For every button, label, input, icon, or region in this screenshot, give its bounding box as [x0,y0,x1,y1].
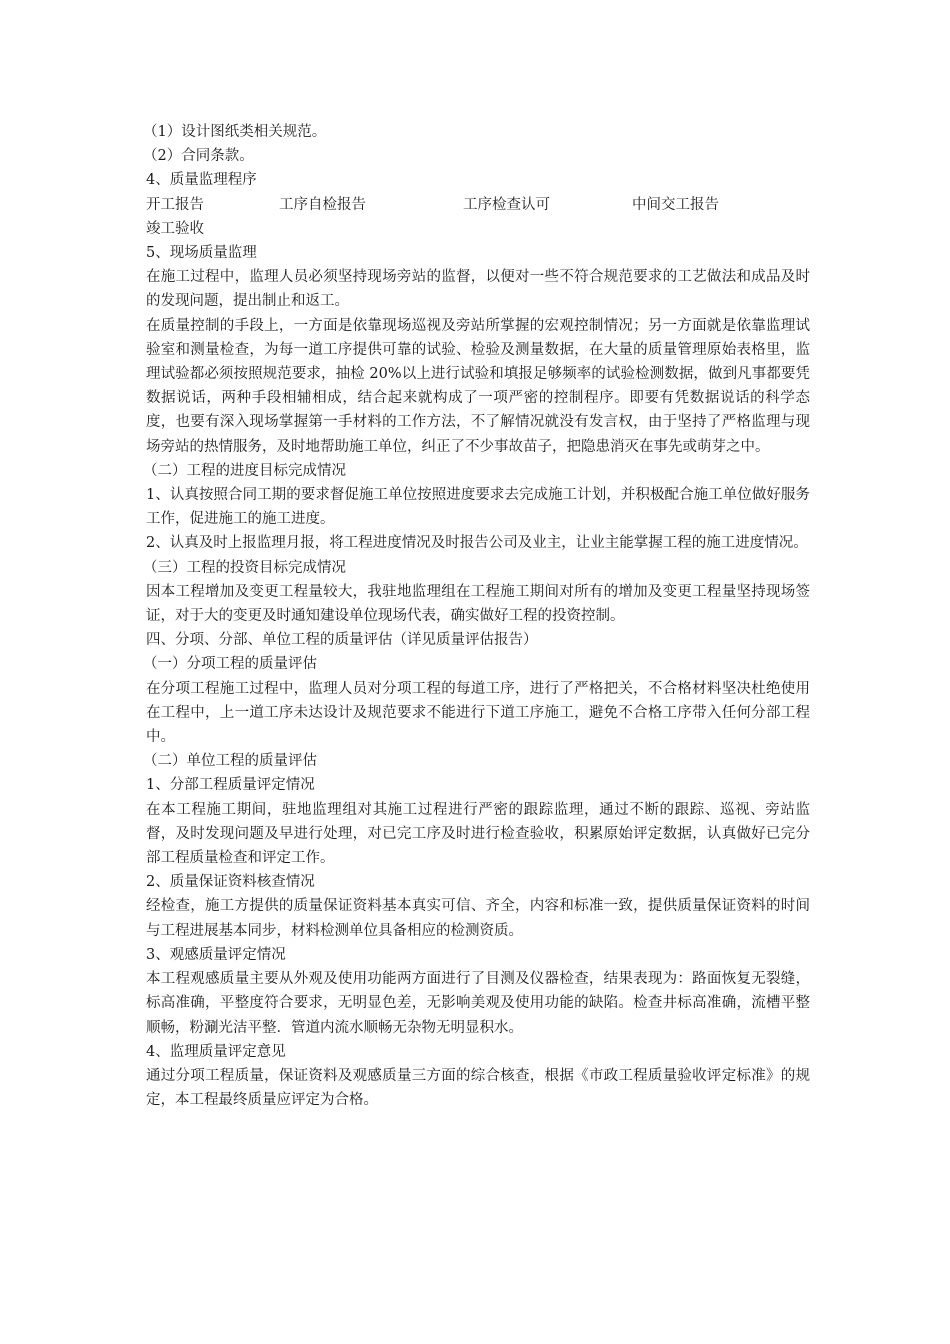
heading-assurance-docs: 2、质量保证资料核查情况 [146,874,315,891]
heading-quality-assessment: 四、分项、分部、单位工程的质量评估（详见质量评估报告） [146,632,538,649]
process-step-inspection: 工序检查认可 [463,196,550,213]
paragraph-quality-control: 在质量控制的手段上，一方面是依靠现场巡视及旁站所掌握的宏观控制情况；另一方面就是依靠监理试验室和测量检查，为每一道工序提供可靠的试验、检验及测量数据，在大量的质量管理原始表格里，监理试验都必须按照规范要求，抽检 20%以上进行试验和填报足够频率的试验检测数据，做到凡事都要凭数据说话，两种手段相辅相成，结合起来就构成了一项严密的控制程序。即要有凭数据说话的科学态度，也要有深入现场掌握第一手材料的工作方法，不了解情况就没有发言权，由于坚持了严格监理与现场旁站的热情服务，及时地帮助施工单位，纠正了不少事故苗子，把隐患消灭在事先或萌芽之中。 [146,317,810,455]
paragraph-subpart-rating: 在本工程施工期间，驻地监理组对其施工过程进行严密的跟踪监理，通过不断的跟踪、巡视、旁站监督，及时发现问题及早进行处理，对已完工序及时进行检查验收，积累原始评定数据，认真做好已完分部工程质量检查和评定工作。 [146,801,810,867]
paragraph-progress-1: 1、认真按照合同工期的要求督促施工单位按照进度要求去完成施工计划，并积极配合施工单位做好服务工作，促进施工的施工进度。 [146,487,810,528]
heading-appearance-rating: 3、观感质量评定情况 [146,946,286,963]
paragraph-appearance-rating: 本工程观感质量主要从外观及使用功能两方面进行了目测及仪器检查，结果表现为：路面恢复无裂缝，标高准确，平整度符合要求，无明显色差，无影响美观及使用功能的缺陷。检查井标高准确，流槽平整顺畅，粉涮光洁平整．管道内流水顺畅无杂物无明显积水。 [146,971,810,1036]
paragraph-assurance-docs: 经检查，施工方提供的质量保证资料基本真实可信、齐全，内容和标准一致，提供质量保证资料的时间与工程进展基本同步，材料检测单位具备相应的检测资质。 [146,898,810,939]
heading-supervision-opinion: 4、监理质量评定意见 [146,1043,286,1060]
process-steps-row [146,193,810,217]
paragraph-site-supervision: 在施工过程中，监理人员必须坚持现场旁站的监督，以便对一些不符合规范要求的工艺做法和成品及时的发现问题，提出制止和返工。 [146,269,810,310]
document-page [143,120,810,1112]
process-step-start-report: 开工报告 [146,196,204,213]
list-item-design-drawings: （1）设计图纸类相关规范。 [143,124,327,140]
heading-subitem-assessment: （一）分项工程的质量评估 [143,656,317,673]
paragraph-progress-2: 2、认真及时上报监理月报，将工程进度情况及时报告公司及业主，让业主能掌握工程的施工进度情况。 [146,535,808,552]
process-step-completion: 竣工验收 [146,220,204,237]
paragraph-supervision-opinion: 通过分项工程质量，保证资料及观感质量三方面的综合核查，根据《市政工程质量验收评定标准》的规定，本工程最终质量应评定为合格。 [146,1067,810,1109]
process-step-handover: 中间交工报告 [632,196,719,213]
heading-site-supervision: 5、现场质量监理 [146,245,257,261]
process-step-self-check: 工序自检报告 [279,196,366,213]
heading-progress-goal: （二）工程的进度目标完成情况 [143,462,346,479]
heading-unit-assessment: （二）单位工程的质量评估 [143,753,317,770]
heading-quality-procedure: 4、质量监理程序 [146,172,257,189]
heading-subpart-rating: 1、分部工程质量评定情况 [146,777,315,794]
paragraph-subitem-assessment: 在分项工程施工过程中，监理人员对分项工程的每道工序，进行了严格把关，不合格材料坚决杜绝使用在工程中，上一道工序未达设计及规范要求不能进行下道工序施工，避免不合格工序带入任何分部工程中。 [146,680,810,746]
list-item-contract-terms: （2）合同条款。 [143,148,254,165]
heading-investment-goal: （三）工程的投资目标完成情况 [143,559,346,576]
paragraph-investment: 因本工程增加及变更工程量较大，我驻地监理组在工程施工期间对所有的增加及变更工程量坚持现场签证，对于大的变更及时通知建设单位现场代表，确实做好工程的投资控制。 [146,583,810,625]
